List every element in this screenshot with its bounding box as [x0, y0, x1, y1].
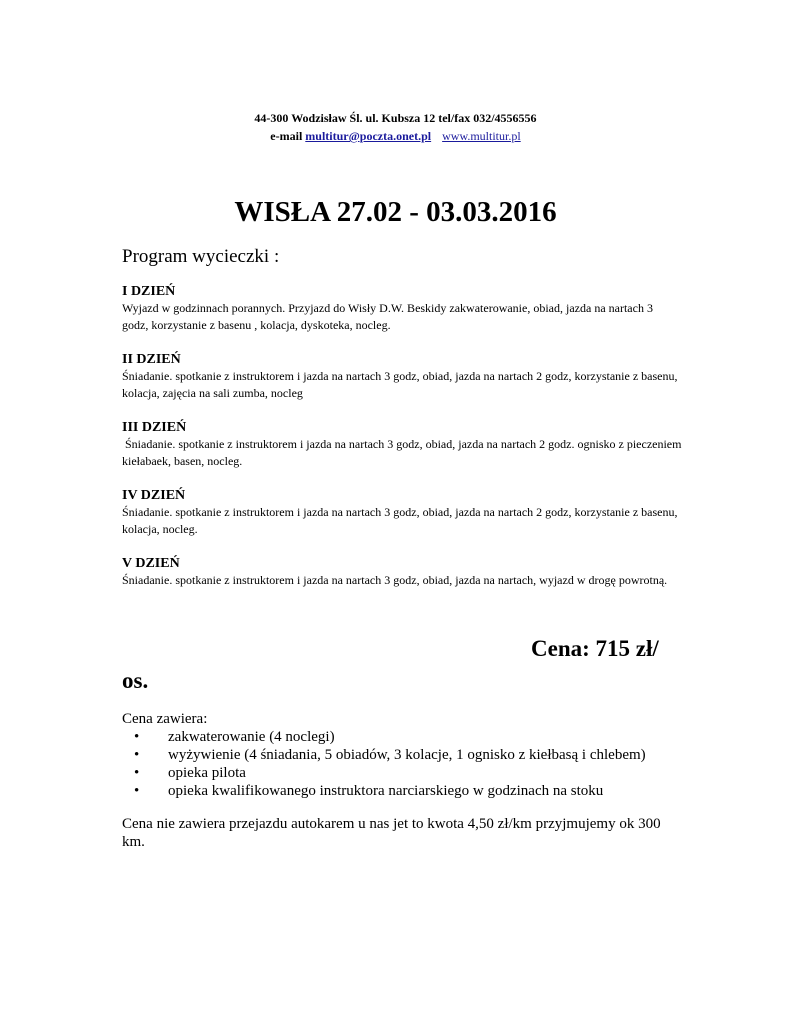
includes-list	[122, 728, 682, 800]
list-item-text: opieka pilota	[168, 765, 246, 781]
price-includes	[122, 710, 682, 800]
bullet-icon: •	[134, 747, 140, 763]
day-title: IV DZIEŃ	[122, 488, 186, 503]
program-days	[122, 284, 685, 607]
day-description: Śniadanie. spotkanie z instruktorem i jazda na nartach 3 godz, obiad, jazda na nartach, wyjazd w drogę powrotną.	[122, 573, 668, 587]
price-amount: Cena: 715 zł/	[531, 636, 659, 661]
day-title: V DZIEŃ	[122, 556, 180, 571]
email-link[interactable]: multitur@poczta.onet.pl	[305, 129, 432, 143]
day-description: Śniadanie. spotkanie z instruktorem i jazda na nartach 3 godz, obiad, jazda na nartach 2 godz, korzystanie z basenu, kolacja, zajęcia na sali zumba, nocleg	[122, 369, 678, 400]
includes-heading: Cena zawiera:	[122, 711, 208, 727]
day-4	[122, 488, 682, 538]
day-2	[122, 352, 682, 402]
website-link[interactable]: www.multitur.pl	[442, 129, 521, 143]
day-3	[122, 420, 685, 470]
day-description: Śniadanie. spotkanie z instruktorem i jazda na nartach 3 godz, obiad, jazda na nartach 2 godz, korzystanie z basenu, kolacja, nocleg.	[122, 505, 678, 536]
day-title: I DZIEŃ	[122, 284, 176, 299]
day-description: Wyjazd w godzinnach porannych. Przyjazd do Wisły D.W. Beskidy zakwaterowanie, obiad, jazda na nartach 3 godz, korzystanie z basenu , kolacja, dyskoteka, nocleg.	[122, 301, 653, 332]
day-description: Śniadanie. spotkanie z instruktorem i jazda na nartach 3 godz, obiad, jazda na nartach 2 godz. ognisko z pieczeniem kiełabaek, basen, nocleg.	[122, 437, 685, 468]
address-line: 44-300 Wodzisław Śl. ul. Kubsza 12 tel/fax 032/4556556	[254, 111, 537, 125]
day-5	[122, 556, 682, 589]
list-item	[122, 764, 682, 782]
list-item-text: zakwaterowanie (4 noclegi)	[168, 729, 335, 745]
list-item-text: wyżywienie (4 śniadania, 5 obiadów, 3 kolacje, 1 ognisko z kiełbasą i chlebem)	[168, 747, 646, 763]
bullet-icon: •	[134, 729, 140, 745]
day-1	[122, 284, 682, 334]
list-item	[122, 782, 682, 800]
bullet-icon: •	[134, 765, 140, 781]
price-unit: os.	[122, 668, 149, 693]
program-heading: Program wycieczki :	[122, 246, 280, 267]
list-item	[122, 746, 682, 764]
price-excludes: Cena nie zawiera przejazdu autokarem u nas jet to kwota 4,50 zł/km przyjmujemy ok 300 km.	[122, 816, 661, 850]
contact-line	[0, 127, 791, 145]
email-label: e-mail	[270, 129, 303, 143]
day-title: III DZIEŃ	[122, 420, 187, 435]
bullet-icon: •	[134, 783, 140, 799]
list-item-text: opieka kwalifikowanego instruktora narciarskiego w godzinach na stoku	[168, 783, 604, 799]
trip-title: WISŁA 27.02 - 03.03.2016	[234, 196, 557, 228]
list-item	[122, 728, 682, 746]
day-title: II DZIEŃ	[122, 352, 181, 367]
contact-header	[0, 109, 791, 145]
